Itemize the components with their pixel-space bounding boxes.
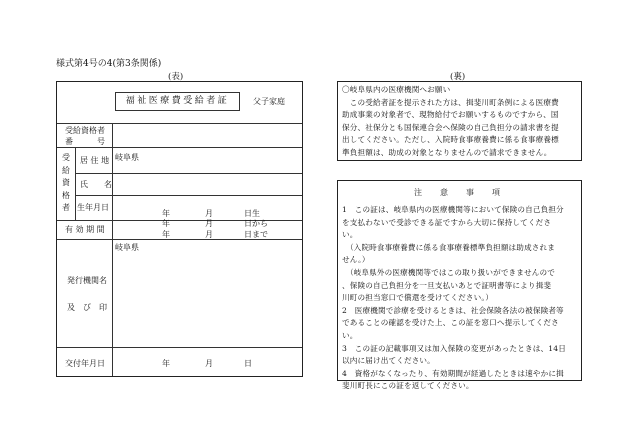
holder-number-label: 受給資格者 — [65, 126, 105, 135]
row-divider — [57, 123, 302, 124]
request-line: 〇岐阜県内の医療機関へお願い — [342, 85, 451, 94]
request-line: 助成事業の対象者で、現物給付でお願いするものですから、国 — [342, 110, 559, 120]
row-divider — [57, 147, 302, 148]
birth-date-label: 生年月日 — [77, 203, 109, 212]
request-line: 保分、社保分とも国保連合会へ保険の自己負担分の請求書を提 — [342, 122, 559, 132]
valid-to-year: 年 — [162, 230, 170, 239]
certificate-back — [337, 81, 582, 391]
holder-number-label-2: 番 号 — [65, 137, 105, 146]
category-label: 父子家庭 — [253, 97, 285, 106]
notice-line: （入院時食事療養費に係る食事療養標準負担額は助成されま — [342, 242, 556, 252]
request-line: 出してください。ただし、入院時食事療養費に係る食事療養標 — [342, 135, 559, 145]
notice-line: 、保険の自己負担分を一旦支払いあとで証明書等により揖斐 — [342, 280, 552, 290]
medical-institution-request — [337, 81, 582, 161]
birth-year: 年 — [162, 209, 170, 218]
notice-line: 2 医療機関で診療を受けるときは、社会保険各法の被保険者等 — [342, 305, 564, 315]
valid-to-day: 日まで — [244, 230, 268, 239]
notice-line: を支払わないで受診できる証ですから大切に保持してくださ — [342, 217, 552, 227]
notice-line: い。 — [342, 230, 358, 240]
issue-month: 月 — [205, 359, 213, 368]
birth-day: 日生 — [244, 209, 260, 218]
back-side-title: (裏) — [450, 72, 466, 82]
issuer-value: 岐阜県 — [115, 243, 139, 252]
valid-from-year: 年 — [162, 219, 170, 228]
notice-line: （岐阜県外の医療機関等ではこの取り扱いができませんので — [342, 267, 556, 277]
address-value: 岐阜県 — [115, 153, 139, 162]
row-divider — [75, 195, 302, 196]
col-divider — [112, 123, 113, 376]
issue-day: 日 — [244, 359, 252, 368]
notice-line: 3 この証の記載事項又は加入保険の変更があったときは、14日 — [342, 343, 566, 353]
birth-month: 月 — [205, 209, 213, 218]
col-divider — [75, 147, 76, 220]
notice-line: 斐川町長にこの証を返してください。 — [342, 381, 474, 391]
valid-from-month: 月 — [205, 219, 213, 228]
request-line: この受給者証を提示された方は、揖斐川町条例による医療費 — [342, 97, 559, 107]
issuer-label: 発行機関名 — [67, 276, 107, 285]
notice-line: 以内に届け出てください。 — [342, 356, 435, 366]
valid-to-month: 月 — [205, 230, 213, 239]
form-number-label: 様式第4号の4(第3条関係) — [56, 59, 162, 69]
request-line: 準負担額は、助成の対象となりませんので請求できません。 — [342, 147, 552, 157]
issuer-seal-label: 及 び 印 — [67, 303, 107, 312]
valid-from-day: 日から — [244, 219, 268, 228]
address-label: 居 住 地 — [80, 156, 110, 165]
notice-line: せん。） — [342, 255, 370, 265]
notice-line: 川町の担当窓口で償還を受けてください。） — [342, 293, 494, 303]
notice-line: 4 資格がなくなったり、有効期間が経過したときは速やかに揖 — [342, 368, 564, 378]
validity-label: 有 効 期 間 — [65, 225, 105, 234]
name-label: 氏 名 — [80, 180, 112, 189]
notice-line: 1 この証は、岐阜県内の医療機関等において保険の自己負担分 — [342, 205, 564, 214]
notice-line: であることの確認を受けた上、この証を窓口へ提示してくださ — [342, 318, 559, 328]
issue-date-label: 交付年月日 — [65, 359, 105, 368]
issue-year: 年 — [162, 359, 170, 368]
notice-section — [337, 180, 582, 391]
row-divider — [75, 173, 302, 174]
certificate-front — [56, 81, 303, 377]
row-divider — [57, 347, 302, 348]
front-side-title: (表) — [168, 72, 184, 82]
certificate-title: 福祉医療費受給者証 — [115, 92, 240, 111]
notice-line: い。 — [342, 330, 358, 340]
recipient-vertical-label: 受 給 資 格 者 — [62, 153, 70, 212]
notice-title: 注 意 事 項 — [414, 188, 505, 197]
